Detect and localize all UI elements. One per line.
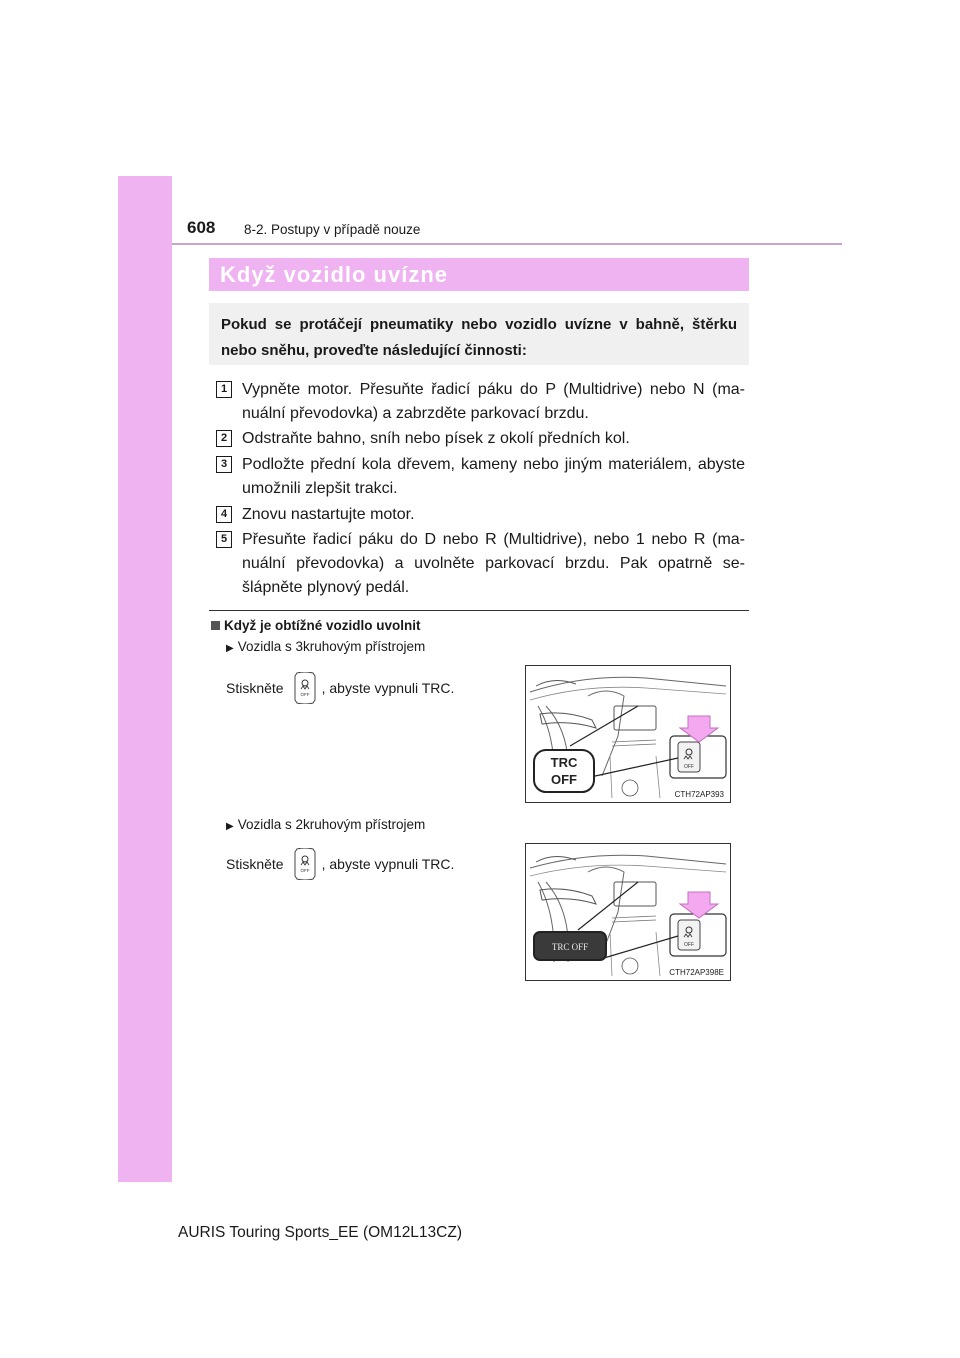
step-number-badge: 4 bbox=[216, 506, 232, 523]
svg-text:OFF: OFF bbox=[300, 692, 310, 697]
instruction-text-before: Stiskněte bbox=[226, 680, 284, 696]
figure-trc-button-3-dial bbox=[525, 665, 731, 803]
step-text: Přesuňte řadicí páku do D nebo R (Multidrive), nebo 1 nebo R (ma-nuální převodovka) a uvolněte parkovací brzdu. Pak opatrně se-šlápněte plynový pedál. bbox=[242, 531, 745, 596]
variant-label-text: Vozidla s 3kruhovým přístrojem bbox=[237, 639, 426, 654]
instruction-2-dial bbox=[226, 848, 454, 880]
footer-manual-id: AURIS Touring Sports_EE (OM12L13CZ) bbox=[178, 1224, 462, 1241]
instruction-3-dial bbox=[226, 672, 454, 704]
chapter-tab-bar bbox=[118, 176, 172, 1182]
step-text: Znovu nastartujte motor. bbox=[242, 506, 415, 523]
instruction-text-after: , abyste vypnuli TRC. bbox=[321, 856, 455, 872]
triangle-bullet-icon: ▶ bbox=[226, 643, 234, 654]
breadcrumb: 8-2. Postupy v případě nouze bbox=[244, 222, 421, 237]
figure-callout-line1: TRC bbox=[550, 755, 578, 770]
section-title: Když vozidlo uvízne bbox=[209, 258, 749, 291]
subsection-heading bbox=[211, 618, 421, 633]
step-text: Vypněte motor. Přesuňte řadicí páku do P (Multidrive) nebo N (ma-nuální převodovka) a zabrzděte parkovací brzdu. bbox=[242, 381, 745, 422]
triangle-bullet-icon: ▶ bbox=[226, 821, 234, 832]
step-number-badge: 2 bbox=[216, 430, 232, 447]
figure-callout-line2: OFF bbox=[551, 772, 577, 787]
variant-label-2-dial bbox=[226, 817, 425, 832]
dashboard-illustration bbox=[526, 844, 730, 980]
step-text: Podložte přední kola dřevem, kameny nebo jiným materiálem, abyste umožnili zlepšit trakci. bbox=[242, 456, 745, 497]
instruction-text-after: , abyste vypnuli TRC. bbox=[321, 680, 455, 696]
square-bullet-icon bbox=[211, 621, 220, 630]
figure-code: CTH72AP393 bbox=[674, 790, 724, 799]
svg-text:OFF: OFF bbox=[300, 868, 310, 873]
page-number: 608 bbox=[187, 218, 216, 237]
figure-trc-button-2-dial bbox=[525, 843, 731, 981]
trc-off-button-icon bbox=[294, 672, 316, 704]
section-divider bbox=[209, 610, 749, 611]
variant-label-3-dial bbox=[226, 639, 425, 654]
trc-off-button-icon bbox=[294, 848, 316, 880]
step-text: Odstraňte bahno, sníh nebo písek z okolí předních kol. bbox=[242, 430, 630, 447]
subsection-heading-text: Když je obtížné vozidlo uvolnit bbox=[224, 618, 421, 633]
step-number-badge: 3 bbox=[216, 456, 232, 473]
figure-button-label: OFF bbox=[684, 942, 694, 948]
figure-button-label: OFF bbox=[684, 764, 694, 770]
header-rule bbox=[172, 243, 842, 245]
intro-box: Pokud se protáčejí pneumatiky nebo vozidlo uvízne v bahně, štěrku nebo sněhu, proveďte následující činnosti: bbox=[209, 303, 749, 365]
figure-code: CTH72AP398E bbox=[669, 968, 724, 977]
instruction-text-before: Stiskněte bbox=[226, 856, 284, 872]
variant-label-text: Vozidla s 2kruhovým přístrojem bbox=[237, 817, 426, 832]
figure-callout-line1: TRC OFF bbox=[551, 942, 589, 952]
step-number-badge: 5 bbox=[216, 531, 232, 548]
dashboard-illustration bbox=[526, 666, 730, 802]
step-number-badge: 1 bbox=[216, 381, 232, 398]
